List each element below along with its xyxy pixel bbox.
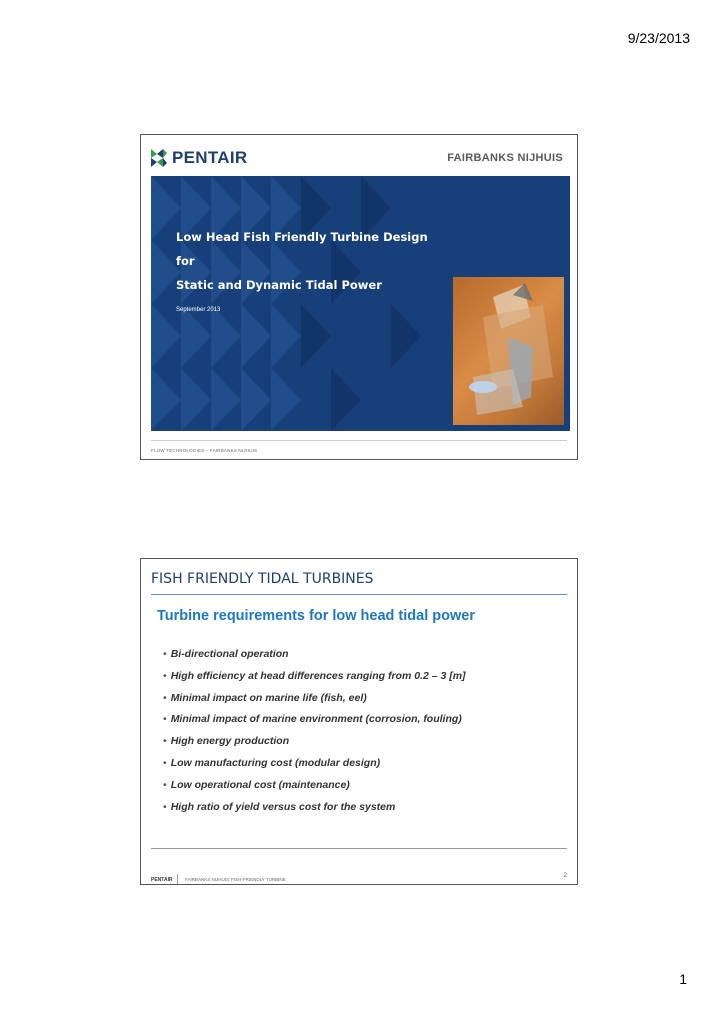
- footer-separator: [177, 874, 178, 884]
- list-item: [163, 648, 466, 670]
- bullet-icon: •: [163, 669, 167, 682]
- slide-footer: FLOW TECHNOLOGIES – FAIRBANKS NIJHUIS: [151, 448, 258, 453]
- slide-number: 2: [563, 873, 567, 879]
- bullet-icon: •: [163, 648, 167, 660]
- bullet-icon: •: [163, 756, 167, 769]
- list-item-text: Minimal impact on marine life (fish, eel): [170, 691, 367, 704]
- slide-footer: FAIRBANKS NIJHUIS' FISH-FRIENDLY TURBINE: [185, 877, 286, 882]
- bullet-icon: •: [163, 778, 167, 791]
- presentation-title: [176, 230, 428, 302]
- pentair-logo-text: PENTAIR: [172, 148, 248, 167]
- list-item: [163, 757, 466, 779]
- list-item-text: High energy production: [170, 735, 290, 748]
- bullet-icon: •: [163, 735, 167, 748]
- footer-divider: [151, 848, 567, 849]
- bullet-icon: •: [163, 691, 167, 704]
- list-item: [163, 713, 466, 735]
- title-line-1: Low Head Fish Friendly Turbine Design: [176, 230, 428, 244]
- footer-divider: [151, 440, 567, 441]
- fairbanks-nijhuis-brand: FAIRBANKS NIJHUIS: [447, 152, 563, 164]
- requirements-list: [163, 648, 466, 822]
- title-line-2: for: [176, 254, 195, 268]
- presentation-date: September 2013: [176, 307, 221, 313]
- bullet-icon: •: [163, 800, 167, 813]
- slide-1: [140, 134, 578, 460]
- list-item: [163, 735, 466, 757]
- list-item: [163, 779, 466, 801]
- award-trophy-photo: [453, 277, 564, 425]
- title-divider: [151, 594, 567, 595]
- list-item-text: Low manufacturing cost (modular design): [170, 756, 381, 769]
- slide-title: FISH FRIENDLY TIDAL TURBINES: [151, 571, 374, 587]
- trophy-image: [453, 277, 564, 425]
- list-item-text: High efficiency at head differences ranging from 0.2 – 3 [m]: [170, 669, 466, 682]
- list-item-text: Minimal impact of marine environment (corrosion, fouling): [170, 713, 462, 726]
- list-item: [163, 692, 466, 714]
- footer-brand: PENTAIR: [151, 877, 173, 883]
- slide-subtitle: Turbine requirements for low head tidal power: [157, 608, 475, 624]
- slide-2: [140, 558, 578, 885]
- list-item-text: High ratio of yield versus cost for the system: [170, 800, 396, 813]
- page-number: 1: [679, 971, 687, 987]
- title-line-3: Static and Dynamic Tidal Power: [176, 278, 382, 292]
- list-item-text: Bi-directional operation: [170, 648, 289, 660]
- list-item-text: Low operational cost (maintenance): [170, 778, 350, 791]
- list-item: [163, 670, 466, 692]
- page-date: 9/23/2013: [627, 30, 690, 46]
- pentair-logo: [151, 147, 247, 169]
- bullet-icon: •: [163, 713, 167, 726]
- pentair-logo-icon: [151, 147, 167, 169]
- list-item: [163, 801, 466, 823]
- title-hero-panel: [151, 176, 570, 431]
